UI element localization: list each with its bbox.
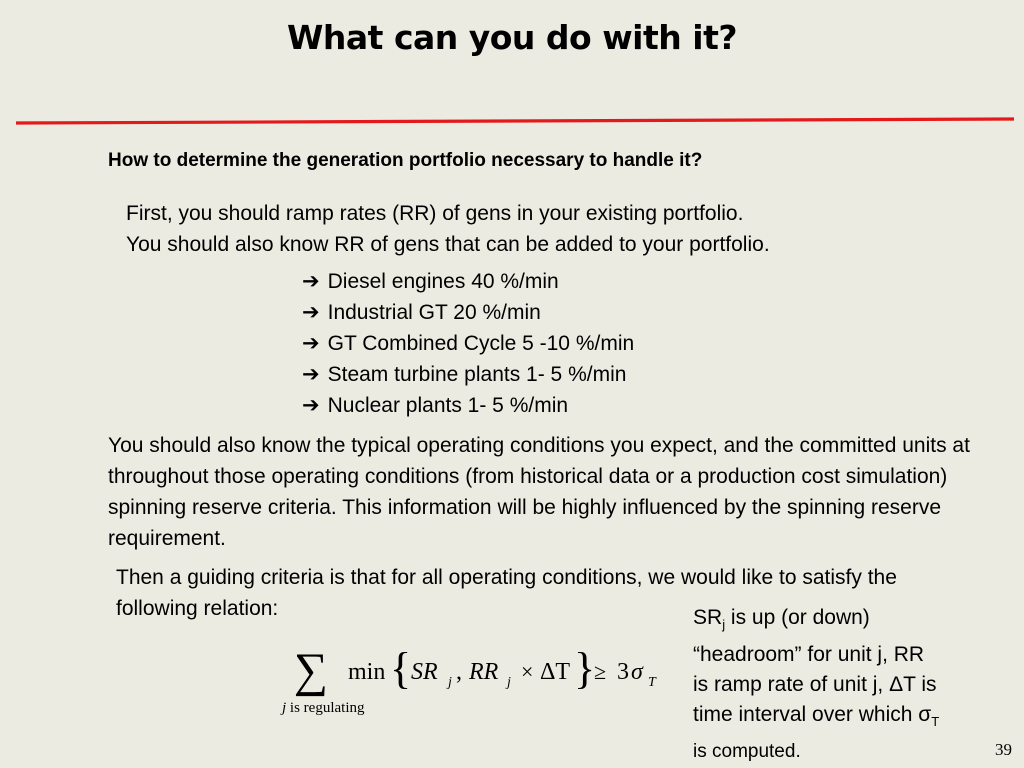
formula-sr-sub: j — [448, 675, 452, 690]
side-note-line-2: “headroom” for unit j, RR — [693, 643, 925, 667]
list-item-label: Steam turbine plants 1- 5 %/min — [327, 363, 627, 386]
side-note-sr-sub: j — [722, 617, 726, 633]
list-item — [302, 297, 634, 328]
ramp-rate-formula — [280, 640, 670, 720]
title-divider — [0, 112, 1024, 132]
intro-line-1: First, you should ramp rates (RR) of gens in your existing portfolio. — [126, 202, 744, 225]
side-note-line-4-text: time interval over which σ — [693, 703, 932, 727]
summation-subscript-j: j — [282, 700, 287, 716]
arrow-right-icon: ➔ — [302, 393, 320, 417]
arrow-right-icon: ➔ — [302, 362, 320, 386]
formula-times: × — [521, 659, 534, 684]
formula-comma: , — [456, 659, 462, 685]
side-note-line-1 — [693, 603, 1008, 640]
arrow-right-icon: ➔ — [302, 269, 320, 293]
slide-title: What can you do with it? — [287, 18, 737, 57]
side-note — [693, 603, 1008, 767]
left-brace: { — [390, 644, 412, 693]
ramp-rate-list — [302, 266, 634, 421]
formula-three: 3 — [617, 659, 629, 685]
side-note-line-5: is computed. — [693, 741, 801, 763]
intro-text — [126, 198, 770, 260]
formula-sigma: σ — [631, 659, 643, 685]
list-item-label: Diesel engines 40 %/min — [327, 270, 559, 293]
list-item-label: Industrial GT 20 %/min — [327, 301, 541, 324]
operating-conditions-paragraph: You should also know the typical operating conditions you expect, and the committed units at throughout those operating conditions (from historical data or a production cost simulation) spinning reserve criteria. This information will be highly influenced by the spinning reserve requirement. — [108, 434, 970, 550]
list-item — [302, 390, 634, 421]
summation-subscript-text: is regulating — [286, 700, 365, 716]
side-note-sr: SR — [693, 606, 723, 629]
formula-delta-t: ΔT — [540, 659, 571, 685]
side-note-line-3: is ramp rate of unit j, ΔT is — [693, 673, 937, 697]
side-note-line-4 — [693, 700, 1008, 737]
formula-rr-sub: j — [507, 675, 511, 690]
list-item — [302, 359, 634, 390]
formula-geq: ≥ — [594, 659, 607, 684]
right-brace: } — [574, 644, 596, 693]
formula-min: min — [348, 659, 386, 685]
summation-symbol: ∑ — [293, 644, 329, 697]
guiding-criteria-paragraph: Then a guiding criteria is that for all operating conditions, we would like to satisfy the following relation: — [116, 566, 897, 620]
page-number: 39 — [995, 740, 1012, 759]
formula-rr: RR — [469, 659, 499, 685]
intro-line-2: You should also know RR of gens that can be added to your portfolio. — [126, 233, 770, 256]
side-note-line-1-rest: is up (or down) — [725, 606, 870, 629]
list-item — [302, 328, 634, 359]
arrow-right-icon: ➔ — [302, 300, 320, 324]
list-item-label: GT Combined Cycle 5 -10 %/min — [327, 332, 635, 355]
formula-sr: SR — [411, 659, 438, 685]
list-item — [302, 266, 634, 297]
side-note-line-4-sub: T — [931, 714, 940, 730]
arrow-right-icon: ➔ — [302, 331, 320, 355]
summation-subscript — [280, 700, 365, 716]
list-item-label: Nuclear plants 1- 5 %/min — [327, 394, 569, 417]
formula-sigma-sub: T — [648, 675, 656, 690]
question-heading: How to determine the generation portfolio necessary to handle it? — [108, 150, 703, 171]
